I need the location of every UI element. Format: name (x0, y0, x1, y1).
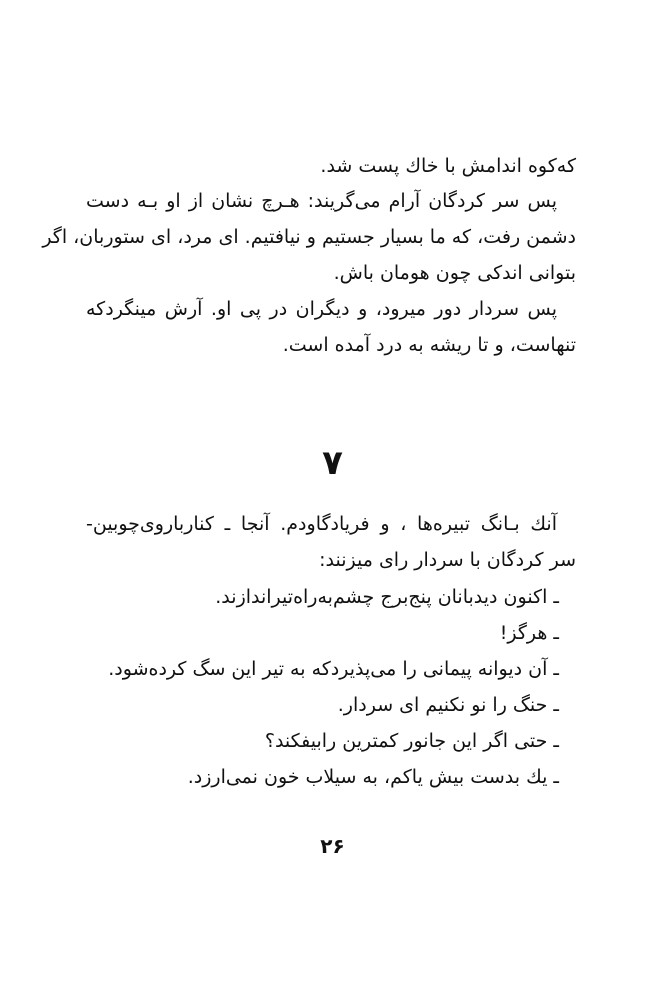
dialogue-line: ـ آن دیوانه پیمانی را می‌پذیردکه به تیر این سگ کرده‌شود. (108, 658, 559, 680)
dialogue-line: ـ هرگز! (499, 622, 559, 644)
text-line: پس سردار دور میرود، و دیگران در پی او. آرش مینگردکه (86, 298, 557, 320)
text-line: بتوانی اندکی چون هومان باش. (333, 262, 576, 284)
page-number: ۲۶ (320, 834, 345, 858)
text-line: آنك بـانگ تبیره‌ها ، و فریادگاودم. آنجا ـ کنارباروی‌چوبین- (86, 513, 557, 535)
text-line: دشمن رفت، که ما بسیار جستیم و نیافتیم. ای مرد، ای ستوربان، اگر (42, 226, 576, 248)
dialogue-line: ـ اکنون دیدبانان پنج‌برج چشم‌به‌راه‌تیراندازند. (215, 586, 559, 608)
section-number: ۷ (322, 443, 343, 483)
dialogue-line: ـ یك بدست بیش یاکم، به سیلاب خون نمی‌ارزد. (187, 766, 559, 788)
text-line: سر کردگان با سردار رای میزنند: (319, 549, 576, 571)
dialogue-line: ـ حتی اگر این جانور کمترین رابیفکند؟ (264, 730, 559, 752)
text-line: تنهاست، و تا ریشه به درد آمده است. (282, 334, 576, 356)
dialogue-line: ـ حنگ را نو نکنیم ای سردار. (337, 694, 559, 716)
text-line: پس سر کردگان آرام می‌گریند: هـرچ نشان از او بـه دست (86, 190, 557, 212)
text-line: که‌کوه اندامش با خاك پست شد. (320, 155, 576, 177)
